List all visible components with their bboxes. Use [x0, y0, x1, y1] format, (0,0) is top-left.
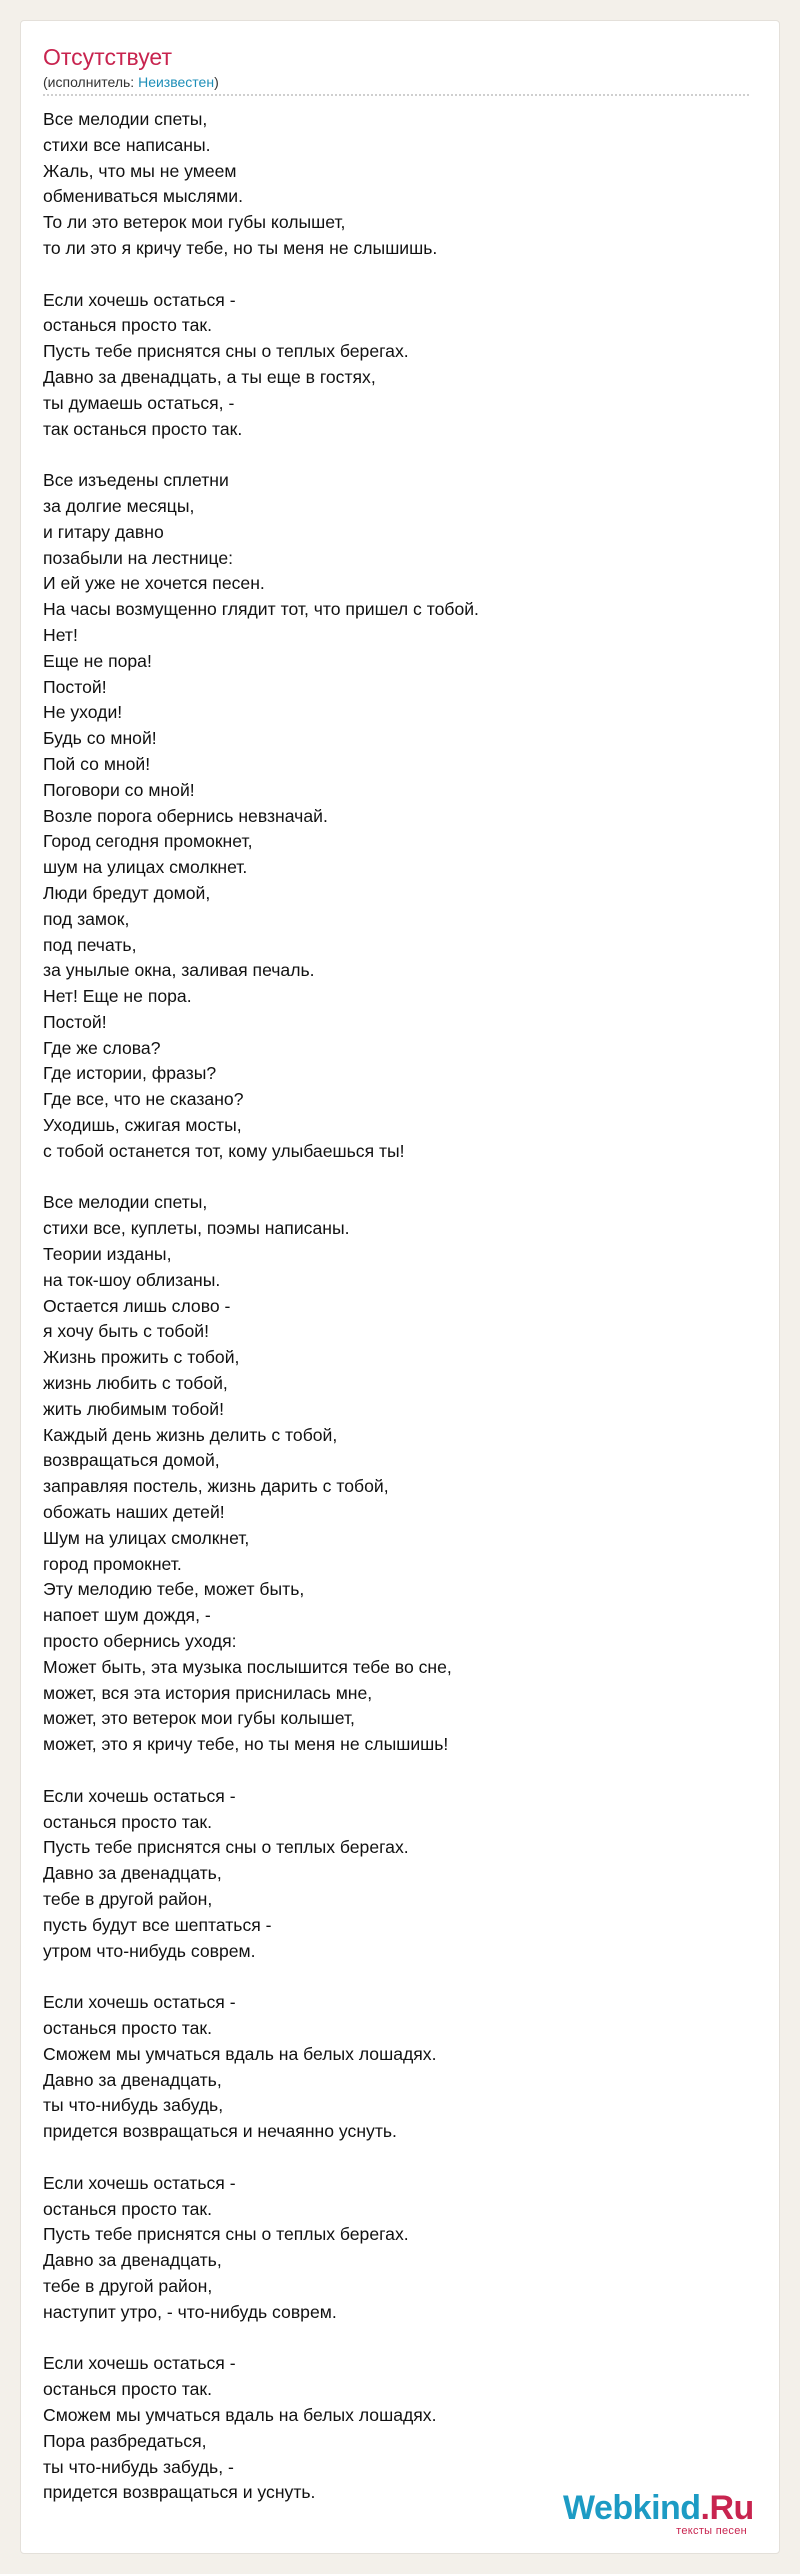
lyric-line: Все мелодии спеты, [43, 1192, 208, 1213]
lyric-line: Будь со мной! [43, 728, 157, 749]
lyric-line: Пой со мной! [43, 753, 151, 774]
lyric-line: Сможем мы умчаться вдаль на белых лошадях. [43, 2404, 437, 2425]
title-divider [43, 94, 749, 96]
lyric-line: останься просто так. [43, 1811, 212, 1832]
artist-link[interactable]: Неизвестен [138, 74, 215, 90]
lyric-line: город промокнет. [43, 1553, 182, 1574]
logo-tagline: тексты песен [676, 2525, 747, 2537]
lyric-line: Если хочешь остаться - [43, 2172, 236, 2193]
lyric-line: останься просто так. [43, 2379, 212, 2400]
lyric-line: Давно за двенадцать, [43, 2250, 222, 2271]
byline-suffix: ) [214, 74, 219, 90]
lyric-line: Нет! Еще не пора. [43, 986, 192, 1007]
lyric-line: может, это ветерок мои губы колышет, [43, 1708, 355, 1729]
lyric-line: тебе в другой район, [43, 2275, 213, 2296]
lyric-line: Люди бредут домой, [43, 882, 211, 903]
lyric-line: И ей уже не хочется песен. [43, 573, 265, 594]
lyric-line: То ли это ветерок мои губы колышет, [43, 212, 346, 233]
logo-brand-tld: .Ru [700, 2489, 754, 2527]
lyric-line: позабыли на лестнице: [43, 547, 234, 568]
lyric-line: Пусть тебе приснятся сны о теплых берегах. [43, 1837, 409, 1858]
lyric-line: Если хочешь остаться - [43, 289, 236, 310]
lyric-line: утром что-нибудь соврем. [43, 1940, 256, 1961]
lyric-line: Постой! [43, 676, 107, 697]
site-logo[interactable] [563, 2489, 753, 2547]
lyric-line: Где же слова? [43, 1037, 161, 1058]
lyric-stanza [43, 1784, 763, 1965]
lyric-stanza [43, 1990, 763, 2145]
song-title: Отсутствует [43, 44, 172, 70]
lyric-line: Город сегодня промокнет, [43, 831, 253, 852]
lyric-line: Сможем мы умчаться вдаль на белых лошадях. [43, 2043, 437, 2064]
lyric-line: тебе в другой район, [43, 1888, 213, 1909]
lyric-line: Эту мелодию тебе, может быть, [43, 1579, 305, 1600]
lyric-line: Нет! [43, 624, 78, 645]
lyric-line: возвращаться домой, [43, 1450, 220, 1471]
lyric-line: Если хочешь остаться - [43, 2353, 236, 2374]
lyric-line: Пора разбредаться, [43, 2430, 207, 2451]
lyric-line: я хочу быть с тобой! [43, 1321, 210, 1342]
lyric-line: Жаль, что мы не умеем [43, 160, 237, 181]
lyric-line: Давно за двенадцать, а ты еще в гостях, [43, 366, 376, 387]
lyric-line: и гитару давно [43, 521, 164, 542]
lyric-line: Остается лишь слово - [43, 1295, 231, 1316]
lyric-line: Теории изданы, [43, 1244, 172, 1265]
artist-byline [43, 73, 219, 91]
lyric-stanza [43, 288, 763, 443]
lyric-line: Еще не пора! [43, 650, 152, 671]
lyric-line: может, вся эта история приснилась мне, [43, 1682, 373, 1703]
lyric-line: Возле порога обернись невзначай. [43, 805, 328, 826]
lyric-line: останься просто так. [43, 2017, 212, 2038]
lyric-line: Шум на улицах смолкнет, [43, 1527, 250, 1548]
lyric-line: Поговори со мной! [43, 779, 195, 800]
logo-brand-main: Webkind [563, 2489, 701, 2527]
lyric-line: ты думаешь остаться, - [43, 392, 235, 413]
lyric-line: Где истории, фразы? [43, 1063, 217, 1084]
lyric-line: Жизнь прожить с тобой, [43, 1347, 240, 1368]
byline-prefix: (исполнитель: [43, 74, 139, 90]
lyric-line: Если хочешь остаться - [43, 1785, 236, 1806]
lyric-line: Постой! [43, 1011, 107, 1032]
lyric-line: наступит утро, - что-нибудь соврем. [43, 2301, 337, 2322]
lyric-stanza [43, 468, 763, 1165]
lyric-line: Не уходи! [43, 702, 123, 723]
lyric-line: шум на улицах смолкнет. [43, 857, 248, 878]
lyric-line: просто обернись уходя: [43, 1631, 237, 1652]
lyric-line: за долгие месяцы, [43, 495, 195, 516]
lyric-line: ты что-нибудь забудь, - [43, 2456, 234, 2477]
lyric-line: пусть будут все шептаться - [43, 1914, 272, 1935]
lyric-line: Давно за двенадцать, [43, 2069, 222, 2090]
lyric-line: Если хочешь остаться - [43, 1992, 236, 2013]
lyric-line: напоет шум дождя, - [43, 1605, 211, 1626]
lyric-line: Давно за двенадцать, [43, 1863, 222, 1884]
lyric-line: останься просто так. [43, 315, 212, 336]
lyric-line: Где все, что не сказано? [43, 1089, 244, 1110]
lyric-stanza [43, 107, 763, 262]
lyric-line: обожать наших детей! [43, 1502, 225, 1523]
lyric-line: жить любимым тобой! [43, 1398, 225, 1419]
lyric-line: то ли это я кричу тебе, но ты меня не слышишь. [43, 237, 438, 258]
lyric-line: стихи все, куплеты, поэмы написаны. [43, 1218, 350, 1239]
logo-wordmark [563, 2489, 753, 2527]
lyric-line: под печать, [43, 934, 137, 955]
lyric-line: Пусть тебе приснятся сны о теплых берегах. [43, 341, 409, 362]
lyric-line: жизнь любить с тобой, [43, 1373, 228, 1394]
lyric-line: Все изъедены сплетни [43, 470, 229, 491]
lyric-line: под замок, [43, 908, 130, 929]
lyric-line: Каждый день жизнь делить с тобой, [43, 1424, 338, 1445]
lyric-line: так останься просто так. [43, 418, 243, 439]
lyric-line: На часы возмущенно глядит тот, что пришел с тобой. [43, 599, 479, 620]
lyrics-text [43, 107, 763, 2532]
lyric-line: с тобой останется тот, кому улыбаешься ты! [43, 1140, 405, 1161]
lyric-line: ты что-нибудь забудь, [43, 2095, 224, 2116]
lyric-line: придется возвращаться и нечаянно уснуть. [43, 2121, 397, 2142]
lyric-line: Уходишь, сжигая мосты, [43, 1115, 242, 1136]
lyric-line: останься просто так. [43, 2198, 212, 2219]
lyric-line: на ток-шоу облизаны. [43, 1269, 221, 1290]
lyric-line: стихи все написаны. [43, 134, 211, 155]
lyric-stanza [43, 2351, 763, 2506]
lyric-line: Все мелодии спеты, [43, 109, 208, 129]
lyric-line: обмениваться мыслями. [43, 186, 244, 207]
lyrics-card [20, 20, 780, 2554]
lyric-stanza [43, 1190, 763, 1758]
lyric-stanza [43, 2171, 763, 2326]
lyric-line: может, это я кричу тебе, но ты меня не слышишь! [43, 1734, 449, 1755]
lyric-line: за унылые окна, заливая печаль. [43, 960, 315, 981]
lyric-line: Может быть, эта музыка послышится тебе во сне, [43, 1656, 452, 1677]
lyric-line: Пусть тебе приснятся сны о теплых берегах. [43, 2224, 409, 2245]
lyric-line: придется возвращаться и уснуть. [43, 2482, 316, 2503]
lyric-line: заправляя постель, жизнь дарить с тобой, [43, 1476, 389, 1497]
